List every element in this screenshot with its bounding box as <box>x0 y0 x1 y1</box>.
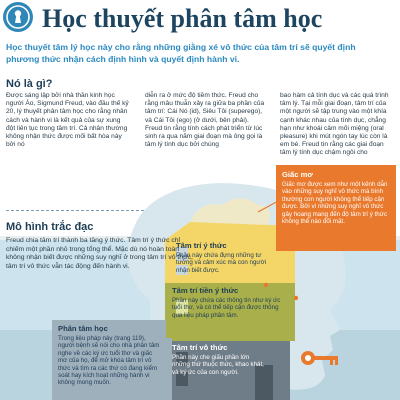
page-title: Học thuyết phân tâm học <box>42 4 323 33</box>
preconscious-box <box>172 286 292 338</box>
conscious-box <box>176 241 266 283</box>
model-heading: Mô hình trắc đạc <box>6 221 94 233</box>
dreams-box <box>276 165 396 251</box>
analysis-box <box>52 320 166 400</box>
preconscious-text: Phần này chứa các thông tin như ký ức tuổi thơ, và có thể tiếp cận được thông qua liệu pháp phân tâm. <box>172 297 281 319</box>
conscious-title: Tâm trí ý thức <box>176 241 227 250</box>
analysis-title: Phân tâm học <box>58 324 108 333</box>
unconscious-text: Phần này che giấu phần lớn những thứ thuộc thức, khao khát, và ký ức của con người. <box>172 354 264 376</box>
intro-text: Học thuyết tâm lý học này cho rằng những giằng xé vô thức của tâm trí sẽ quyết định phương thức nhận cách định hình và quyết định hành vi. <box>6 42 356 64</box>
what-is-col-1: Được sáng lập bởi nhà thần kinh học người Áo, Sigmund Freud, vào đầu thế kỷ 20, lý thuyết phân tâm học cho rằng nhân cách và hành vi là kết quả của sự xung đột liên tục trong tâm trí. Cả nhân thường không nhận thức được mối bất hòa này bởi nó <box>6 92 129 149</box>
what-is-heading: Nó là gì? <box>6 78 53 90</box>
preconscious-title: Tâm trí tiền ý thức <box>172 286 239 295</box>
conscious-text: Phần này chứa đựng những tư tưởng và cảm xúc mà con người nhận biết được. <box>176 252 266 274</box>
analysis-text: Trong liệu pháp này (trang 119), người bệnh sẽ nói cho nhà phân tâm nghe về các ký ức tuổi thơ và giấc mơ của họ, để mở khóa tâm trí vô thức và tìm ra các thứ có đang kiểm soát hay kích hoạt những hành vi không mong muốn. <box>58 335 160 387</box>
what-is-col-3: bao hàm cả tính dục và các quá trình tâm lý. Tại mỗi giai đoạn, tâm trí của một người sẽ tập trung vào một khía cạnh khác nhau của tính dục, chẳng hạn như khoái cảm mối miệng (oral pleasure) khi mút ngón tay lúc còn là em bé. Freud tin rằng các giai đoạn tâm lý tính dục chậm ngôi cho <box>280 92 389 157</box>
model-text: Freud chia tâm trí thành ba tầng ý thức. Tâm trí ý thức chỉ chiếm một phần nhỏ trong tổng thể. Mặc dù nó hoàn toàn không nhận biết được những suy nghĩ ở trong tâm trí vô thức, tâm trí vô thức vẫn tác động đến hành vi. <box>6 237 193 270</box>
dreams-title: Giấc mơ <box>282 170 313 179</box>
what-is-col-2: diễn ra ở mức độ tiềm thức. Freud cho rằng mâu thuẫn xảy ra giữa ba phần của tâm trí: Cái Nó (id), Siêu Tôi (superego), và Cái Tôi (ego) (ở dưới, bên phải). Freud tin rằng tính cách phát triển từ lúc sinh ra qua năm giai đoạn mà ông gọi là tâm lý tính dục bởi chúng <box>145 92 265 149</box>
unconscious-title: Tâm trí vô thức <box>172 343 228 352</box>
unconscious-box <box>172 343 267 398</box>
dreams-text: Giấc mơ được xem như một kênh dẫn vào những suy nghĩ vô thức mà bình thường con người không thể tiếp cận được. Bởi vì những suy nghĩ vô thức gây hoang mang đến độ tâm trí ý thức không thể nào đối mặt. <box>282 181 388 226</box>
